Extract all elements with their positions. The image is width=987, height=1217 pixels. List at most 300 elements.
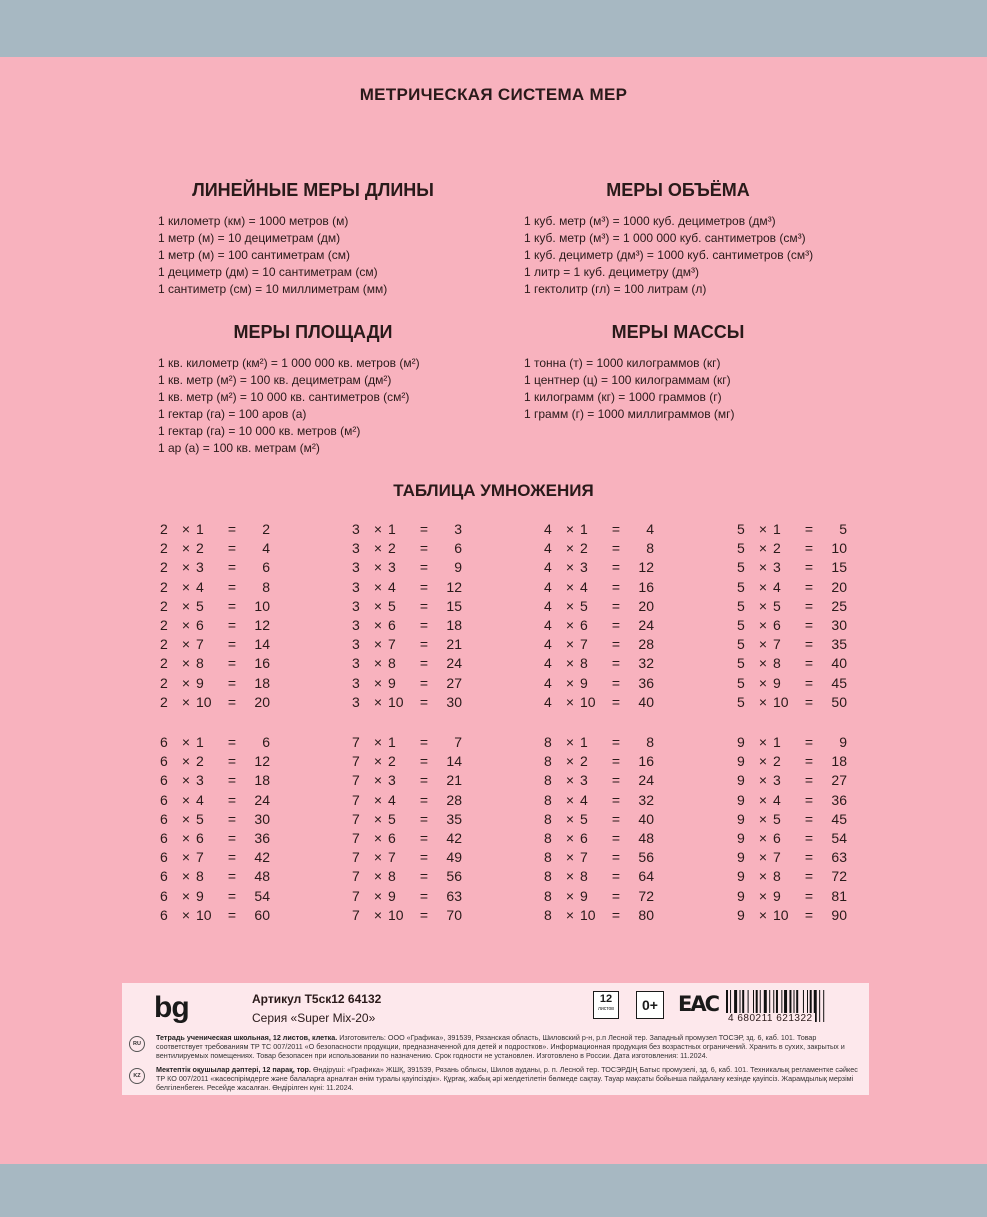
equals-sign: =: [419, 578, 429, 595]
multiplier: 1: [196, 734, 204, 750]
product: 21: [446, 772, 462, 789]
list-item: 1 гектар (га) = 100 аров (а): [158, 407, 307, 421]
list-item: 1 куб. дециметр (дм³) = 1000 куб. сантиметров (см³): [524, 248, 814, 262]
product: 6: [262, 734, 270, 750]
times-sign: ×: [181, 810, 191, 827]
multiplier: 9: [388, 887, 396, 904]
equals-sign: =: [227, 791, 237, 808]
multiplication-row: [544, 558, 654, 577]
product: 4: [262, 540, 270, 557]
multiplicand: 3: [352, 559, 360, 576]
multiplicand: 6: [160, 906, 168, 923]
list-item: 1 сантиметр (см) = 10 миллиметрам (мм): [158, 282, 388, 296]
multiplicand: 2: [160, 559, 168, 576]
times-sign: ×: [758, 772, 768, 789]
times-sign: ×: [373, 540, 383, 557]
multiplication-row: [352, 733, 462, 752]
multiplication-block-5: [737, 520, 847, 712]
multiplication-row: [544, 867, 654, 886]
multiplication-row: [737, 733, 847, 752]
multiplication-row: [352, 810, 462, 829]
product: 36: [831, 791, 847, 808]
multiplicand: 9: [737, 906, 745, 923]
multiplier: 6: [773, 617, 781, 634]
multiplication-row: [160, 616, 270, 635]
multiplier: 5: [773, 810, 781, 827]
multiplier: 1: [773, 734, 781, 750]
equals-sign: =: [227, 830, 237, 847]
times-sign: ×: [373, 693, 383, 710]
multiplication-block-3: [352, 520, 462, 712]
multiplicand: 9: [737, 830, 745, 847]
product: 25: [831, 597, 847, 614]
multiplicand: 6: [160, 810, 168, 827]
multiplier: 2: [388, 753, 396, 770]
times-sign: ×: [758, 906, 768, 923]
multiplier: 6: [388, 617, 396, 634]
times-sign: ×: [373, 906, 383, 923]
product: 30: [831, 617, 847, 634]
product: 56: [446, 868, 462, 885]
product: 18: [254, 674, 270, 691]
equals-sign: =: [611, 617, 621, 634]
product: 60: [254, 906, 270, 923]
equals-sign: =: [419, 906, 429, 923]
kz-language-badge: KZ: [129, 1068, 145, 1084]
multiplication-row: [352, 597, 462, 616]
multiplier: 4: [773, 578, 781, 595]
multiplier: 7: [388, 636, 396, 653]
area-measures-list: [158, 355, 420, 457]
product: 45: [831, 810, 847, 827]
product: 36: [638, 674, 654, 691]
times-sign: ×: [181, 791, 191, 808]
multiplication-row: [160, 654, 270, 673]
multiplication-row: [737, 887, 847, 906]
multiplicand: 9: [737, 791, 745, 808]
multiplication-row: [352, 578, 462, 597]
product: 10: [254, 597, 270, 614]
product: 24: [638, 772, 654, 789]
multiplier: 10: [773, 693, 789, 710]
multiplication-row: [544, 771, 654, 790]
times-sign: ×: [758, 521, 768, 537]
multiplication-row: [737, 674, 847, 693]
equals-sign: =: [227, 521, 237, 537]
multiplication-row: [160, 578, 270, 597]
brand-logo: bg: [154, 991, 189, 1024]
multiplicand: 5: [737, 540, 745, 557]
page-title: МЕТРИЧЕСКАЯ СИСТЕМА МЕР: [359, 85, 628, 104]
times-sign: ×: [565, 578, 575, 595]
list-item: 1 гектолитр (гл) = 100 литрам (л): [524, 282, 707, 296]
product: 2: [262, 521, 270, 537]
multiplication-row: [737, 867, 847, 886]
ru-language-badge: RU: [129, 1036, 145, 1052]
multiplicand: 4: [544, 617, 552, 634]
times-sign: ×: [181, 540, 191, 557]
multiplication-block-7: [352, 733, 462, 925]
equals-sign: =: [611, 597, 621, 614]
times-sign: ×: [181, 693, 191, 710]
series-name: Серия «Super Mix-20»: [252, 1011, 376, 1025]
times-sign: ×: [181, 521, 191, 537]
multiplication-row: [737, 791, 847, 810]
product-info-panel: [122, 983, 869, 1095]
multiplier: 4: [580, 578, 588, 595]
multiplicand: 3: [352, 521, 360, 537]
equals-sign: =: [804, 597, 814, 614]
times-sign: ×: [181, 559, 191, 576]
product: 27: [446, 674, 462, 691]
multiplier: 5: [580, 597, 588, 614]
multiplier: 7: [196, 636, 204, 653]
equals-sign: =: [419, 597, 429, 614]
times-sign: ×: [758, 830, 768, 847]
multiplication-row: [352, 771, 462, 790]
equals-sign: =: [611, 578, 621, 595]
times-sign: ×: [373, 559, 383, 576]
equals-sign: =: [611, 791, 621, 808]
multiplication-row: [352, 693, 462, 712]
times-sign: ×: [758, 734, 768, 750]
multiplier: 2: [773, 753, 781, 770]
times-sign: ×: [565, 540, 575, 557]
multiplier: 9: [773, 887, 781, 904]
equals-sign: =: [419, 655, 429, 672]
multiplier: 5: [388, 597, 396, 614]
equals-sign: =: [804, 655, 814, 672]
product: 12: [254, 617, 270, 634]
list-item: 1 центнер (ц) = 100 килограммам (кг): [524, 373, 731, 387]
multiplicand: 4: [544, 674, 552, 691]
times-sign: ×: [565, 772, 575, 789]
equals-sign: =: [804, 849, 814, 866]
times-sign: ×: [565, 791, 575, 808]
product: 20: [638, 597, 654, 614]
multiplication-row: [352, 558, 462, 577]
list-item: 1 килограмм (кг) = 1000 граммов (г): [524, 390, 722, 404]
times-sign: ×: [758, 636, 768, 653]
product: 42: [254, 849, 270, 866]
product: 21: [446, 636, 462, 653]
times-sign: ×: [181, 887, 191, 904]
multiplication-block-4: [544, 520, 654, 712]
equals-sign: =: [804, 906, 814, 923]
times-sign: ×: [758, 655, 768, 672]
multiplicand: 6: [160, 849, 168, 866]
equals-sign: =: [227, 559, 237, 576]
multiplication-row: [352, 867, 462, 886]
times-sign: ×: [565, 830, 575, 847]
list-item: 1 метр (м) = 10 дециметрам (дм): [158, 231, 341, 245]
times-sign: ×: [565, 521, 575, 537]
multiplication-row: [544, 752, 654, 771]
product: 8: [646, 540, 654, 557]
times-sign: ×: [373, 734, 383, 750]
multiplication-row: [352, 616, 462, 635]
equals-sign: =: [804, 636, 814, 653]
multiplication-row: [160, 558, 270, 577]
sheets-number: 12: [599, 993, 613, 1005]
product: 80: [638, 906, 654, 923]
product: 24: [254, 791, 270, 808]
equals-sign: =: [227, 810, 237, 827]
multiplication-block-8: [544, 733, 654, 925]
multiplicand: 4: [544, 521, 552, 537]
times-sign: ×: [565, 906, 575, 923]
equals-sign: =: [804, 791, 814, 808]
multiplier: 7: [773, 849, 781, 866]
multiplication-row: [160, 867, 270, 886]
multiplication-row: [544, 906, 654, 925]
equals-sign: =: [611, 810, 621, 827]
multiplication-row: [737, 752, 847, 771]
product: 6: [454, 540, 462, 557]
sheets-count-icon: [593, 991, 619, 1019]
multiplication-row: [352, 520, 462, 539]
multiplicand: 4: [544, 693, 552, 710]
multiplicand: 5: [737, 655, 745, 672]
multiplier: 1: [388, 734, 396, 750]
times-sign: ×: [758, 753, 768, 770]
multiplication-row: [352, 848, 462, 867]
multiplication-row: [737, 848, 847, 867]
multiplier: 4: [196, 791, 204, 808]
multiplication-row: [352, 887, 462, 906]
multiplier: 3: [388, 772, 396, 789]
multiplier: 1: [580, 521, 588, 537]
times-sign: ×: [373, 753, 383, 770]
times-sign: ×: [181, 617, 191, 634]
equals-sign: =: [227, 617, 237, 634]
times-sign: ×: [373, 597, 383, 614]
multiplication-row: [160, 733, 270, 752]
times-sign: ×: [565, 810, 575, 827]
multiplication-row: [737, 906, 847, 925]
product: 8: [646, 734, 654, 750]
product: 64: [638, 868, 654, 885]
product: 15: [831, 559, 847, 576]
multiplicand: 9: [737, 772, 745, 789]
multiplicand: 2: [160, 655, 168, 672]
times-sign: ×: [373, 830, 383, 847]
multiplier: 6: [773, 830, 781, 847]
product: 36: [254, 830, 270, 847]
product: 30: [446, 693, 462, 710]
product: 54: [831, 830, 847, 847]
times-sign: ×: [758, 887, 768, 904]
multiplier: 4: [196, 578, 204, 595]
equals-sign: =: [227, 849, 237, 866]
multiplication-row: [160, 752, 270, 771]
multiplication-row: [544, 810, 654, 829]
multiplication-row: [544, 674, 654, 693]
multiplicand: 7: [352, 810, 360, 827]
multiplier: 7: [580, 849, 588, 866]
multiplication-row: [737, 558, 847, 577]
volume-measures-title: МЕРЫ ОБЪЁМА: [606, 180, 750, 200]
multiplicand: 4: [544, 540, 552, 557]
multiplier: 4: [580, 791, 588, 808]
multiplicand: 3: [352, 693, 360, 710]
multiplicand: 8: [544, 772, 552, 789]
times-sign: ×: [181, 674, 191, 691]
multiplier: 5: [580, 810, 588, 827]
multiplier: 5: [196, 810, 204, 827]
times-sign: ×: [373, 887, 383, 904]
product: 70: [446, 906, 462, 923]
times-sign: ×: [565, 597, 575, 614]
multiplier: 6: [388, 830, 396, 847]
times-sign: ×: [373, 674, 383, 691]
multiplicand: 9: [737, 753, 745, 770]
product: 18: [831, 753, 847, 770]
product: 48: [638, 830, 654, 847]
equals-sign: =: [804, 772, 814, 789]
eac-mark-icon: EAC: [678, 992, 719, 1016]
multiplicand: 7: [352, 772, 360, 789]
multiplication-row: [737, 810, 847, 829]
multiplication-row: [160, 829, 270, 848]
multiplication-block-2: [160, 520, 270, 712]
product: 5: [839, 521, 847, 537]
multiplicand: 5: [737, 597, 745, 614]
equals-sign: =: [419, 617, 429, 634]
list-item: 1 метр (м) = 100 сантиметрам (см): [158, 248, 351, 262]
times-sign: ×: [758, 674, 768, 691]
product: 16: [638, 753, 654, 770]
multiplication-row: [737, 635, 847, 654]
equals-sign: =: [804, 521, 814, 537]
area-measures-title: МЕРЫ ПЛОЩАДИ: [233, 322, 393, 342]
product: 12: [638, 559, 654, 576]
multiplier: 8: [196, 868, 204, 885]
multiplication-row: [544, 887, 654, 906]
equals-sign: =: [804, 887, 814, 904]
multiplier: 7: [388, 849, 396, 866]
equals-sign: =: [611, 559, 621, 576]
product: 27: [831, 772, 847, 789]
equals-sign: =: [804, 830, 814, 847]
multiplicand: 2: [160, 693, 168, 710]
multiplication-row: [544, 829, 654, 848]
multiplicand: 7: [352, 791, 360, 808]
multiplier: 4: [388, 791, 396, 808]
list-item: 1 кв. метр (м²) = 100 кв. дециметрам (дм²): [158, 373, 392, 387]
multiplicand: 6: [160, 772, 168, 789]
multiplier: 1: [773, 521, 781, 537]
equals-sign: =: [419, 753, 429, 770]
ru-legal-title: Тетрадь ученическая школьная, 12 листов, клетка.: [156, 1033, 338, 1042]
multiplicand: 2: [160, 674, 168, 691]
multiplication-row: [544, 539, 654, 558]
sheets-label: листов: [598, 1006, 614, 1012]
product: 18: [446, 617, 462, 634]
multiplicand: 5: [737, 617, 745, 634]
product: 81: [831, 887, 847, 904]
equals-sign: =: [611, 636, 621, 653]
multiplicand: 4: [544, 636, 552, 653]
multiplier: 1: [388, 521, 396, 537]
multiplicand: 3: [352, 674, 360, 691]
times-sign: ×: [758, 597, 768, 614]
times-sign: ×: [758, 791, 768, 808]
multiplier: 8: [388, 868, 396, 885]
times-sign: ×: [181, 753, 191, 770]
product: 3: [454, 521, 462, 537]
product: 63: [446, 887, 462, 904]
multiplication-row: [544, 791, 654, 810]
multiplication-row: [737, 693, 847, 712]
equals-sign: =: [227, 753, 237, 770]
product: 14: [254, 636, 270, 653]
multiplier: 10: [196, 906, 212, 923]
equals-sign: =: [611, 868, 621, 885]
multiplicand: 8: [544, 753, 552, 770]
multiplication-row: [352, 829, 462, 848]
times-sign: ×: [565, 868, 575, 885]
product: 35: [831, 636, 847, 653]
product: 72: [831, 868, 847, 885]
ru-legal-text: [156, 1034, 864, 1060]
list-item: 1 ар (а) = 100 кв. метрам (м²): [158, 441, 320, 455]
equals-sign: =: [611, 906, 621, 923]
product: 28: [638, 636, 654, 653]
equals-sign: =: [227, 906, 237, 923]
ru-legal-body: Изготовитель: ООО «Графика», 391539, Рязанская область, Шиловский р-н, р.п Лесной тер. Западный промузел ТОСЭР, зд. 6, каб. 101. Товар соответствует требованиям ТР ТС 007/2011 «О безопасности продукции, предназначенной для детей и подростков». Информационная продукция без возрастных ограничений. Хранить в сухих, закрытых и вентилируемых помещениях. Товар безопасен при использовании по назначению. Срок годности не установлен. Изготовлено в России. Дата изготовления: 11.2024.: [156, 1033, 845, 1060]
multiplier: 4: [388, 578, 396, 595]
product: 28: [446, 791, 462, 808]
equals-sign: =: [227, 887, 237, 904]
times-sign: ×: [373, 849, 383, 866]
product: 35: [446, 810, 462, 827]
equals-sign: =: [611, 753, 621, 770]
list-item: 1 литр = 1 куб. дециметру (дм³): [524, 265, 700, 279]
times-sign: ×: [565, 849, 575, 866]
multiplier: 10: [773, 906, 789, 923]
multiplicand: 7: [352, 753, 360, 770]
multiplication-row: [737, 654, 847, 673]
multiplier: 10: [388, 693, 404, 710]
multiplier: 1: [196, 521, 204, 537]
times-sign: ×: [565, 674, 575, 691]
equals-sign: =: [419, 772, 429, 789]
product: 20: [254, 693, 270, 710]
equals-sign: =: [227, 636, 237, 653]
multiplication-row: [737, 616, 847, 635]
list-item: 1 километр (км) = 1000 метров (м): [158, 214, 349, 228]
equals-sign: =: [419, 791, 429, 808]
times-sign: ×: [181, 772, 191, 789]
multiplicand: 3: [352, 655, 360, 672]
product: 24: [638, 617, 654, 634]
multiplicand: 5: [737, 521, 745, 537]
multiplier: 9: [388, 674, 396, 691]
multiplicand: 2: [160, 578, 168, 595]
product: 16: [638, 578, 654, 595]
multiplicand: 8: [544, 849, 552, 866]
times-sign: ×: [373, 617, 383, 634]
equals-sign: =: [611, 734, 621, 750]
product: 12: [446, 578, 462, 595]
multiplicand: 6: [160, 887, 168, 904]
equals-sign: =: [611, 772, 621, 789]
multiplier: 8: [388, 655, 396, 672]
multiplier: 9: [580, 887, 588, 904]
equals-sign: =: [419, 693, 429, 710]
multiplier: 8: [580, 868, 588, 885]
